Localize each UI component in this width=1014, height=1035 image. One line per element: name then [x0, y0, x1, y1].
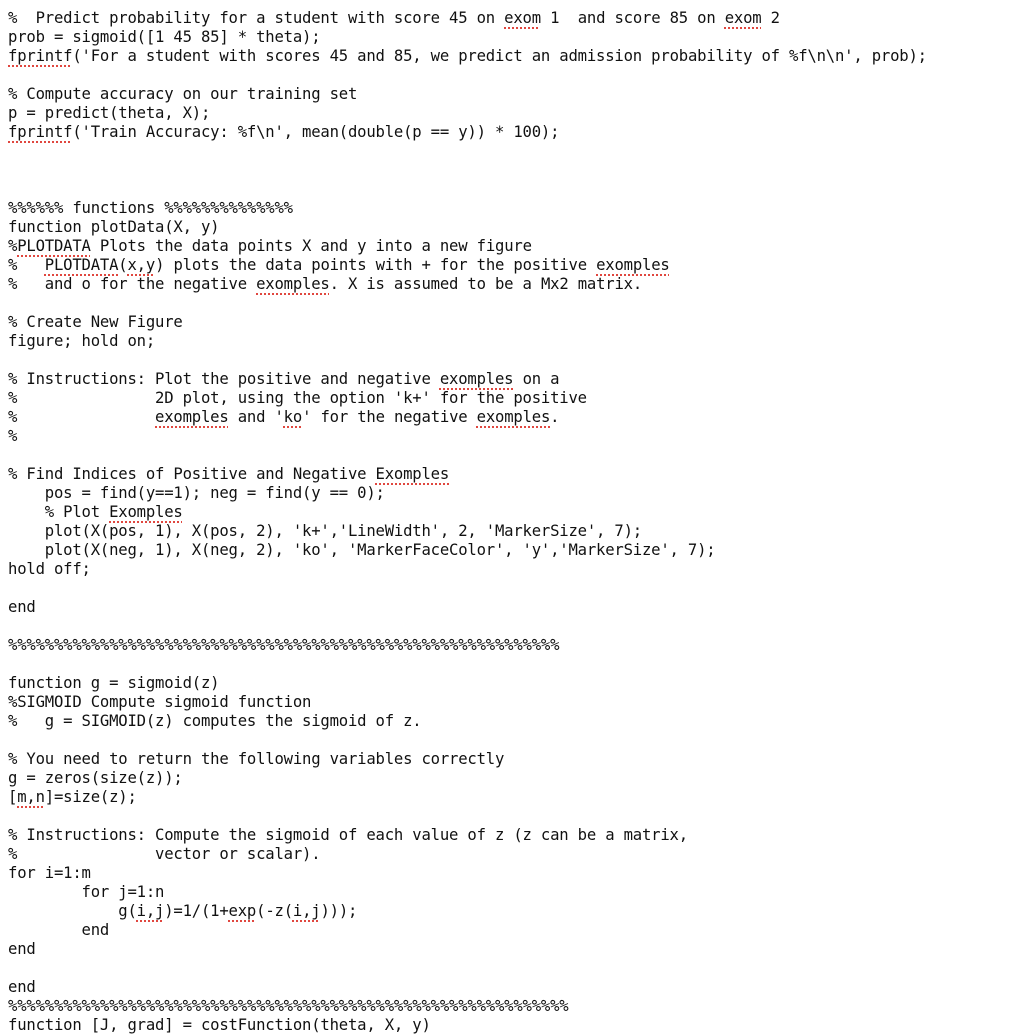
code-text: ))); — [320, 902, 358, 920]
code-text: (-z( — [256, 902, 293, 920]
code-line[interactable] — [8, 807, 1008, 826]
code-text: . X is assumed to be a Mx2 matrix. — [329, 275, 643, 293]
code-text: ]=size(z); — [44, 788, 137, 806]
code-line[interactable] — [8, 655, 1008, 674]
code-text: [ — [8, 788, 18, 806]
code-text: ('Train Accuracy: %f\n', mean(double(p == y)) * 100); — [72, 123, 560, 141]
code-line[interactable] — [8, 446, 1008, 465]
code-text: end — [8, 940, 36, 958]
spellcheck-word: ko — [283, 408, 303, 426]
code-text: % vector or scalar). — [8, 845, 321, 863]
code-line[interactable] — [8, 712, 1008, 731]
spellcheck-word: PLOTDATA — [44, 256, 119, 274]
code-line[interactable] — [8, 902, 1008, 921]
code-text: % Instructions: Compute the sigmoid of each value of z (z can be a matrix, — [8, 826, 688, 844]
code-line[interactable] — [8, 104, 1008, 123]
code-text: 2 — [761, 9, 780, 27]
code-text: ('For a student with scores 45 and 85, we predict an admission probability of %f\n\n', prob); — [72, 47, 927, 65]
code-line[interactable] — [8, 541, 1008, 560]
spellcheck-word: Exomples — [109, 503, 183, 521]
code-text: % and o for the negative — [8, 275, 257, 293]
code-text: % — [8, 237, 18, 255]
spellcheck-word: PLOTDATA — [17, 237, 91, 255]
code-line[interactable] — [8, 123, 1008, 142]
code-text: function [J, grad] = costFunction(theta, X, y) — [8, 1016, 431, 1034]
code-text: prob = sigmoid([1 45 85] * theta); — [8, 28, 321, 46]
code-line[interactable] — [8, 598, 1008, 617]
code-line[interactable] — [8, 864, 1008, 883]
code-text: %%%%%% functions %%%%%%%%%%%%%% — [8, 199, 293, 217]
code-line[interactable] — [8, 522, 1008, 541]
code-text: function plotData(X, y) — [8, 218, 220, 236]
code-text: % You need to return the following variables correctly — [8, 750, 505, 768]
code-line[interactable] — [8, 370, 1008, 389]
code-line[interactable] — [8, 921, 1008, 940]
code-line[interactable] — [8, 883, 1008, 902]
code-text: p = predict(theta, X); — [8, 104, 211, 122]
code-text: ) plots the data points with + for the positive — [155, 256, 597, 274]
code-text: plot(X(pos, 1), X(pos, 2), 'k+','LineWidth', 2, 'MarkerSize', 7); — [8, 522, 642, 540]
code-text: %%%%%%%%%%%%%%%%%%%%%%%%%%%%%%%%%%%%%%%%%%%%%%%%%%%%%%%%%%%% — [8, 636, 560, 654]
code-line[interactable] — [8, 66, 1008, 85]
code-line[interactable] — [8, 313, 1008, 332]
spellcheck-word: Exomples — [375, 465, 450, 483]
spellcheck-word: i,j — [292, 902, 321, 920]
code-line[interactable] — [8, 997, 1008, 1016]
code-text: )=1/(1+ — [164, 902, 229, 920]
code-line[interactable] — [8, 731, 1008, 750]
spellcheck-word: exp — [228, 902, 257, 920]
code-line[interactable] — [8, 408, 1008, 427]
code-text: hold off; — [8, 560, 91, 578]
spellcheck-word: m,n — [17, 788, 45, 806]
code-text: ( — [118, 256, 128, 274]
code-line[interactable] — [8, 199, 1008, 218]
code-line[interactable] — [8, 978, 1008, 997]
spellcheck-word: exomples — [476, 408, 551, 426]
spellcheck-word: fprintf — [8, 123, 73, 141]
code-text: and ' — [228, 408, 284, 426]
code-text: % Predict probability for a student with score 45 on — [8, 9, 505, 27]
code-text: end — [8, 978, 36, 996]
code-text: on a — [513, 370, 560, 388]
code-text: Plots the data points X and y into a new figure — [90, 237, 532, 255]
code-line[interactable] — [8, 579, 1008, 598]
code-line[interactable] — [8, 161, 1008, 180]
code-line[interactable] — [8, 275, 1008, 294]
code-line[interactable] — [8, 351, 1008, 370]
code-line[interactable] — [8, 28, 1008, 47]
spellcheck-word: fprintf — [8, 47, 73, 65]
code-text: g = zeros(size(z)); — [8, 769, 183, 787]
spellcheck-word: exomples — [439, 370, 514, 388]
code-line[interactable] — [8, 465, 1008, 484]
code-line[interactable] — [8, 503, 1008, 522]
code-line[interactable] — [8, 47, 1008, 66]
code-line[interactable] — [8, 636, 1008, 655]
code-line[interactable] — [8, 9, 1008, 28]
code-text: pos = find(y==1); neg = find(y == 0); — [8, 484, 385, 502]
spellcheck-word: exomples — [596, 256, 670, 274]
code-line[interactable] — [8, 1016, 1008, 1035]
code-line[interactable] — [8, 959, 1008, 978]
code-text: end — [8, 921, 110, 939]
code-line[interactable] — [8, 332, 1008, 351]
code-text: % 2D plot, using the option 'k+' for the positive — [8, 389, 587, 407]
code-text: %%%%%%%%%%%%%%%%%%%%%%%%%%%%%%%%%%%%%%%%%%%%%%%%%%%%%%%%%%%%% — [8, 997, 569, 1015]
code-text: % g = SIGMOID(z) computes the sigmoid of z. — [8, 712, 422, 730]
code-line[interactable] — [8, 389, 1008, 408]
code-text: figure; hold on; — [8, 332, 156, 350]
code-editor[interactable] — [8, 9, 1008, 1035]
code-line[interactable] — [8, 218, 1008, 237]
code-text: % Compute accuracy on our training set — [8, 85, 358, 103]
code-line[interactable] — [8, 826, 1008, 845]
spellcheck-word: x,y — [127, 256, 156, 274]
code-line[interactable] — [8, 769, 1008, 788]
code-line[interactable] — [8, 845, 1008, 864]
code-text: plot(X(neg, 1), X(neg, 2), 'ko', 'MarkerFaceColor', 'y','MarkerSize', 7); — [8, 541, 716, 559]
code-line[interactable] — [8, 484, 1008, 503]
spellcheck-word: exomples — [155, 408, 229, 426]
code-line[interactable] — [8, 256, 1008, 275]
code-line[interactable] — [8, 142, 1008, 161]
spellcheck-word: exom — [724, 9, 762, 27]
code-text: % — [8, 256, 45, 274]
code-text: ' for the negative — [302, 408, 477, 426]
code-line[interactable] — [8, 294, 1008, 313]
code-text: g( — [8, 902, 137, 920]
code-text: % — [8, 427, 18, 445]
code-text: % — [8, 408, 156, 426]
code-line[interactable] — [8, 237, 1008, 256]
code-line[interactable] — [8, 560, 1008, 579]
code-text: % Instructions: Plot the positive and negative — [8, 370, 440, 388]
code-line[interactable] — [8, 940, 1008, 959]
code-line[interactable] — [8, 788, 1008, 807]
code-text: for j=1:n — [8, 883, 165, 901]
code-line[interactable] — [8, 85, 1008, 104]
code-line[interactable] — [8, 427, 1008, 446]
code-line[interactable] — [8, 750, 1008, 769]
code-line[interactable] — [8, 617, 1008, 636]
code-text: % Find Indices of Positive and Negative — [8, 465, 376, 483]
code-text: for i=1:m — [8, 864, 91, 882]
code-text: % Create New Figure — [8, 313, 183, 331]
code-text: % Plot — [8, 503, 110, 521]
spellcheck-word: i,j — [136, 902, 165, 920]
spellcheck-word: exom — [504, 9, 541, 27]
code-text: end — [8, 598, 36, 616]
code-line[interactable] — [8, 180, 1008, 199]
code-text: 1 and score 85 on — [540, 9, 725, 27]
code-text: . — [550, 408, 560, 426]
code-line[interactable] — [8, 693, 1008, 712]
code-text: function g = sigmoid(z) — [8, 674, 220, 692]
code-line[interactable] — [8, 674, 1008, 693]
spellcheck-word: exomples — [256, 275, 330, 293]
code-text: %SIGMOID Compute sigmoid function — [8, 693, 312, 711]
